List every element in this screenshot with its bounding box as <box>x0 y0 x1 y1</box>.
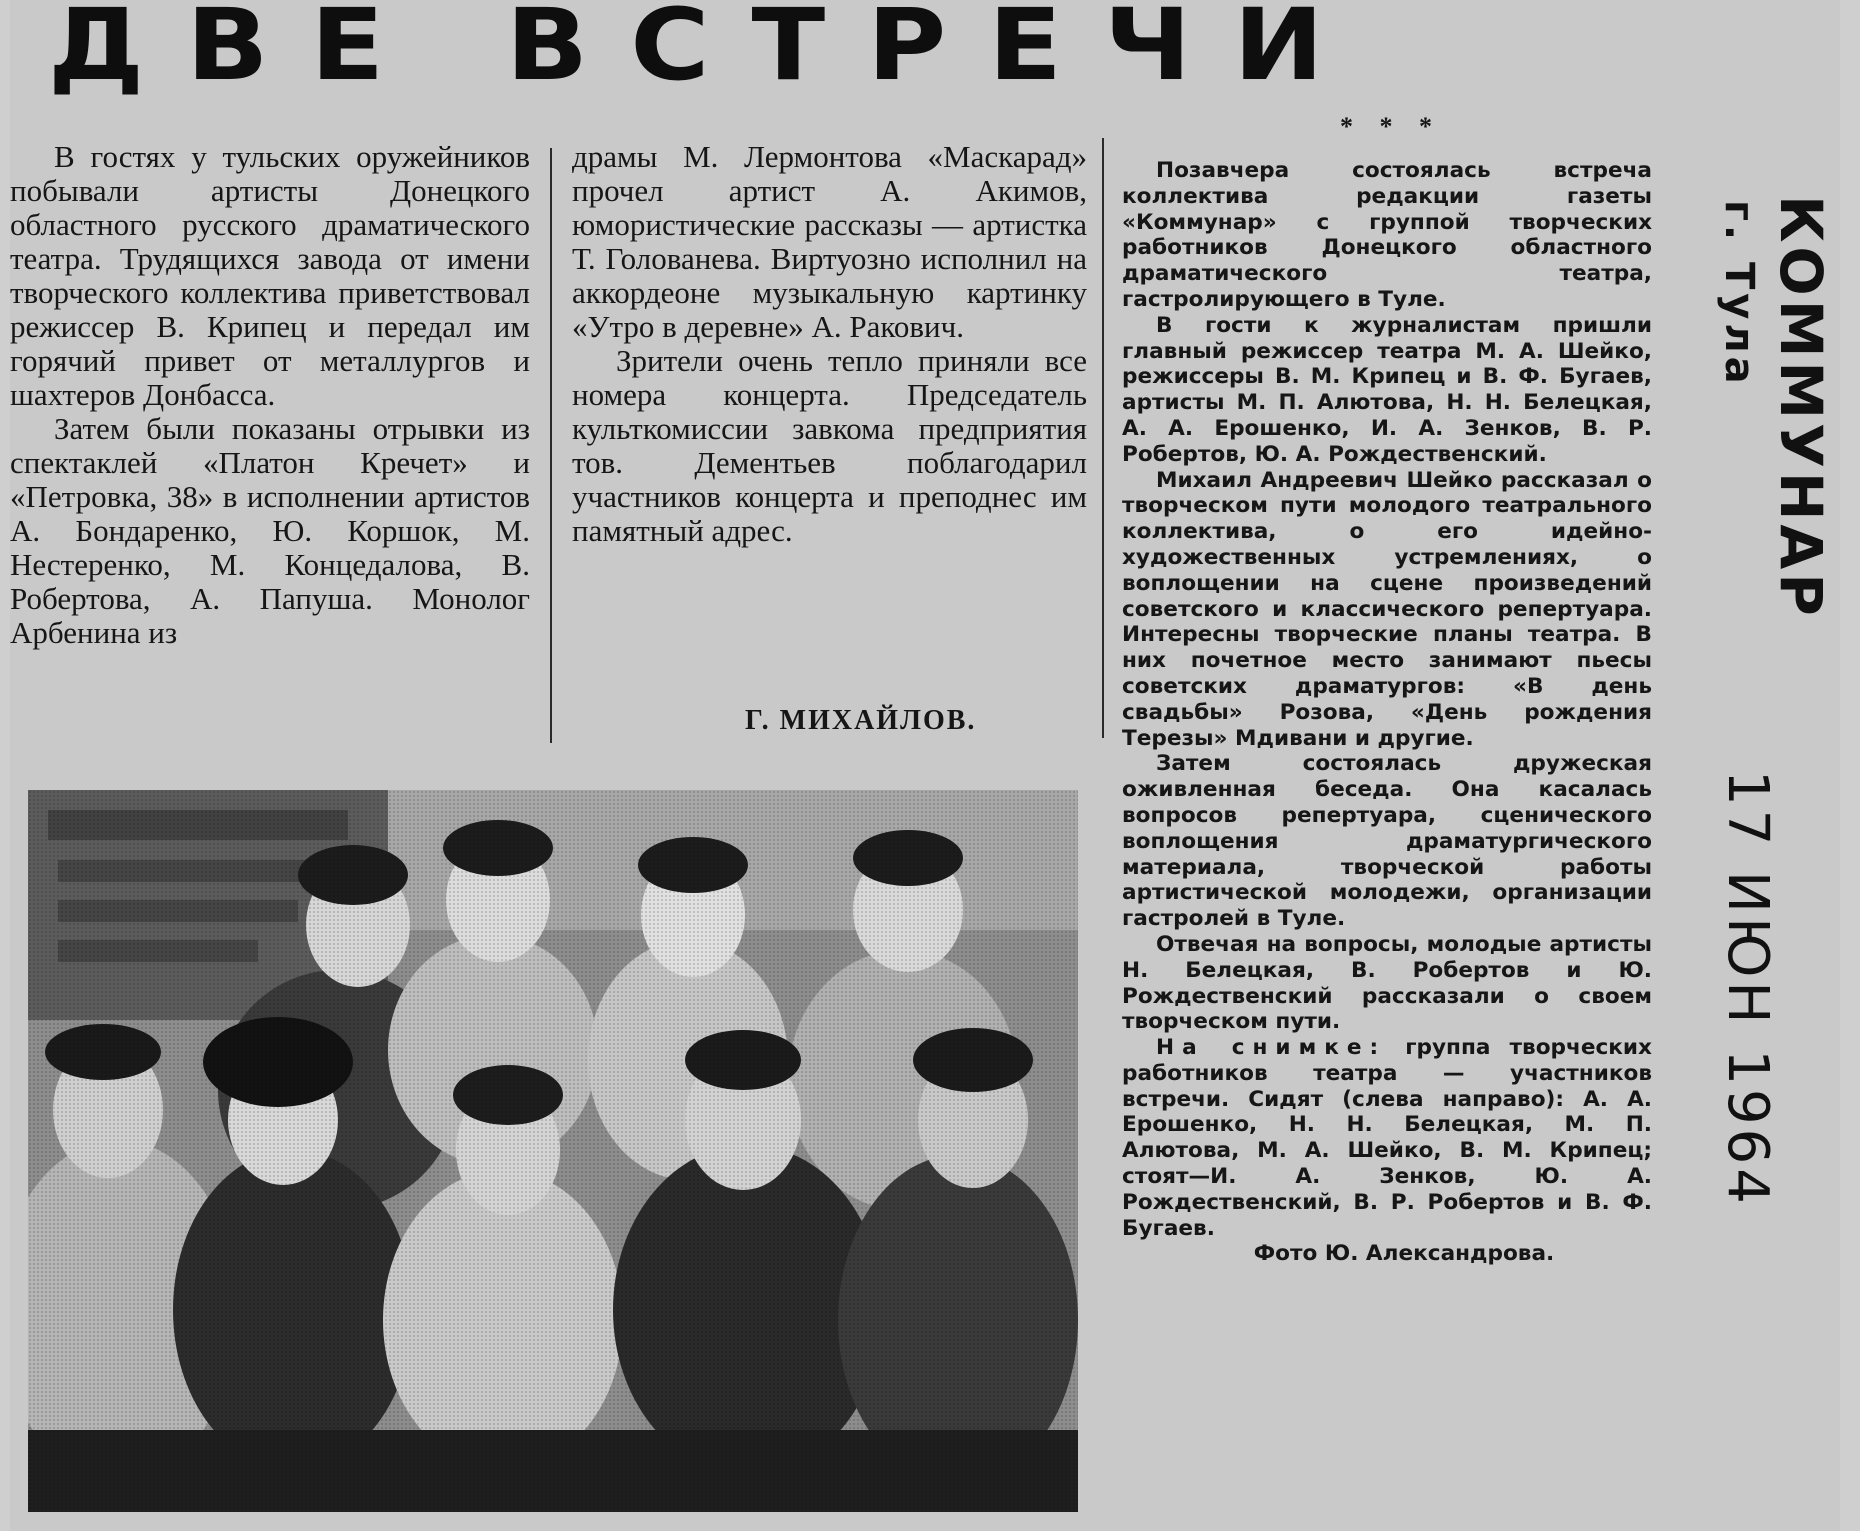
article2-paragraph: Затем состоялась дружеская оживленная беседа. Она касалась вопросов репертуара, сценического воплощения драматургического материала, творческой работы артистической молодежи, организации гастролей в Туле. <box>1122 751 1652 932</box>
article2-column <box>1122 158 1652 1267</box>
photo-credit: Фото Ю. Александрова. <box>1253 1241 1555 1267</box>
column-rule <box>550 148 552 743</box>
article2-paragraph: Отвечая на вопросы, молодые артисты Н. Белецкая, В. Робертов и Ю. Рождественский рассказали о своем творческом пути. <box>1122 931 1652 1035</box>
article1-paragraph: драмы М. Лермонтова «Маскарад» прочел артист А. Акимов, юмористические рассказы — артистка Т. Голованева. Виртуозно исполнил на аккордеоне музыкальную картинку «Утро в деревне» А. Ракович. <box>572 139 1087 344</box>
article2-paragraph: Позавчера состоялась встреча коллектива редакции газеты «Коммунар» с группой творческих работников Донецкого областного драматического театра, гастролирующего в Туле. <box>1122 158 1652 312</box>
photo-caption <box>1122 1035 1652 1241</box>
stamp-newspaper: КОММУНАР <box>1767 195 1835 620</box>
article1-paragraph: В гостях у тульских оружейников побывали артисты Донецкого областного русского драматического театра. Трудящихся завода от имени творческого коллектива приветствовал режиссер В. Крипец и передал им горячий привет от металлургов и шахтеров Донбасса. <box>10 139 530 412</box>
article1-signature: Г. МИХАЙЛОВ. <box>745 705 977 736</box>
group-photo <box>28 790 1078 1512</box>
article1-column2 <box>572 140 1087 548</box>
stamp-city: г. Тула <box>1716 200 1762 388</box>
article1-paragraph: Затем были показаны отрывки из спектаклей «Платон Кречет» и «Петровка, 38» в исполнении артистов А. Бондаренко, Ю. Коршок, М. Нестеренко, М. Концедалова, В. Робертова, А. Папуша. Монолог Арбенина из <box>10 411 530 650</box>
column-rule <box>1102 138 1104 738</box>
headline: ДВЕ ВСТРЕЧИ <box>48 0 1366 104</box>
article2-paragraph: В гости к журналистам пришли главный режиссер театра М. А. Шейко, режиссеры В. М. Крипец и В. Ф. Бугаев, артисты М. П. Алютова, Н. Н. Белецкая, А. А. Ерошенко, И. А. Зенков, В. Р. Робертов, Ю. А. Рождественский. <box>1122 312 1652 467</box>
article2-paragraph: Михаил Андреевич Шейко рассказал о творческом пути молодого театрального коллектива, о его идейно-художественных устремлениях, о воплощении на сцене произведений советского и классического репертуара. Интересны творческие планы театра. В них почетное место занимают пьесы советских драматургов: «В день свадьбы» Розова, «День рождения Терезы» Мдивани и другие. <box>1122 467 1652 751</box>
stamp-date: 17 ИЮН 1964 <box>1715 770 1780 1208</box>
section-separator: * * * <box>1340 112 1442 141</box>
group-photo-image <box>28 790 1078 1512</box>
article1-paragraph: Зрители очень тепло приняли все номера концерта. Председатель культкомиссии завкома предприятия тов. Дементьев поблагодарил участников концерта и преподнес им памятный адрес. <box>572 343 1087 548</box>
caption-text: группа творческих работников театра — участников встречи. Сидят (слева направо): А. А. Ерошенко, Н. Н. Белецкая, М. П. Алютова, М. А. Шейко, В. М. Крипец; стоят—И. А. Зенков, Ю. А. Рождественский, В. Р. Робертов и В. Ф. Бугаев. <box>1122 1035 1652 1241</box>
newspaper-clipping <box>10 0 1840 1531</box>
article1-column1 <box>10 140 530 650</box>
caption-label: На снимке: <box>1156 1035 1387 1061</box>
